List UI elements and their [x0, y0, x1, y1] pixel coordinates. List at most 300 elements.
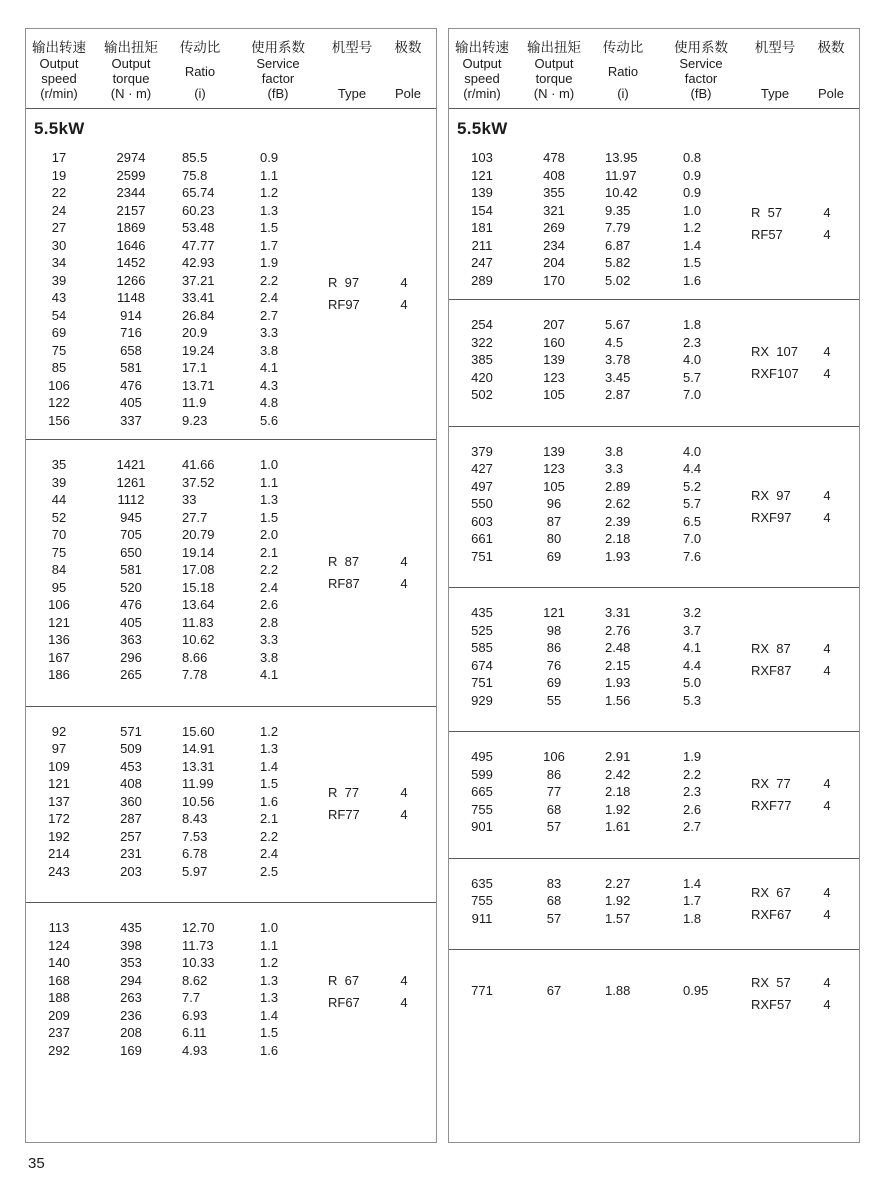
table-row [26, 202, 436, 220]
cell-ratio: 33 [182, 492, 197, 507]
header-label-cn-service-factor: 使用系数 [674, 40, 728, 55]
cell-service-factor: 4.0 [683, 443, 702, 459]
cell-ratio: 6.78 [182, 846, 208, 861]
power-heading: 5.5kW [34, 119, 85, 138]
type-label: RX 97 [751, 487, 791, 503]
cell-service-factor: 2.7 [260, 307, 279, 323]
cell-output-torque: 55 [546, 692, 562, 708]
cell-output-torque: 1266 [116, 272, 146, 288]
cell-ratio: 65.74 [182, 185, 215, 200]
cell-ratio: 20.9 [182, 325, 208, 340]
cell-output-torque: 257 [120, 828, 142, 844]
cell-output-speed: 172 [48, 811, 70, 826]
table-row [26, 723, 436, 741]
cell-service-factor: 1.8 [683, 910, 702, 926]
cell-service-factor: 1.2 [683, 220, 702, 235]
cell-output-torque: 83 [546, 875, 562, 891]
cell-ratio: 20.79 [182, 527, 215, 542]
cell-output-speed: 237 [48, 1025, 70, 1040]
header-cell-pole [801, 29, 860, 109]
cell-output-torque: 914 [120, 307, 142, 323]
type-pole-row [747, 341, 859, 363]
cell-output-speed: 901 [471, 819, 493, 834]
cell-output-torque: 68 [546, 801, 562, 817]
cell-output-torque: 96 [546, 496, 562, 511]
header-label-en-service-factor: Service factor [679, 56, 723, 86]
table-row [449, 548, 859, 566]
header-label-en-ratio: Ratio [184, 63, 216, 79]
cell-service-factor: 1.4 [683, 875, 702, 891]
cell-output-torque: 650 [120, 544, 142, 560]
table-row [449, 386, 859, 404]
cell-service-factor: 3.3 [260, 325, 279, 340]
cell-ratio: 1.88 [605, 983, 631, 999]
cell-output-torque: 86 [546, 766, 562, 782]
cell-output-speed: 106 [48, 377, 70, 393]
cell-ratio: 4.5 [605, 334, 624, 350]
row-group [449, 949, 859, 1038]
pole-value: 4 [400, 973, 408, 988]
cell-output-speed: 379 [471, 443, 493, 459]
cell-output-torque: 121 [543, 605, 565, 620]
cell-output-speed: 39 [51, 272, 67, 288]
cell-output-speed: 137 [48, 793, 70, 809]
cell-ratio: 2.15 [605, 657, 631, 673]
cell-output-speed: 52 [51, 509, 67, 525]
cell-output-torque: 2344 [116, 185, 146, 200]
pole-value: 4 [823, 509, 831, 525]
type-pole-row [747, 904, 859, 926]
cell-output-torque: 76 [546, 657, 562, 673]
cell-output-torque: 398 [120, 937, 142, 953]
header-cell-service-factor [653, 29, 749, 109]
cell-ratio: 42.93 [182, 255, 215, 270]
type-annotation [747, 485, 859, 529]
type-pole-row [324, 551, 436, 573]
cell-output-speed: 84 [51, 562, 67, 577]
table-panel-right [448, 28, 860, 1143]
type-label: R 77 [328, 785, 360, 801]
header-label-cn-ratio: 传动比 [179, 40, 221, 55]
type-label: RX 107 [751, 343, 798, 359]
cell-output-speed: 39 [51, 474, 67, 490]
cell-output-speed: 27 [51, 220, 67, 235]
pole-value: 4 [823, 906, 831, 922]
type-label: RXF87 [751, 662, 792, 678]
cell-output-torque: 408 [120, 776, 142, 791]
cell-ratio: 10.56 [182, 793, 215, 809]
cell-ratio: 47.77 [182, 237, 215, 253]
cell-ratio: 15.18 [182, 579, 215, 595]
type-label: RF67 [328, 995, 360, 1010]
cell-ratio: 1.92 [605, 801, 631, 817]
row-group [449, 149, 859, 299]
cell-output-torque: 337 [120, 412, 142, 428]
table-row [26, 491, 436, 509]
type-annotation [324, 782, 436, 826]
header-cell-output-speed [26, 29, 92, 109]
cell-output-speed: 35 [51, 457, 67, 472]
cell-service-factor: 1.9 [683, 749, 702, 764]
cell-ratio: 10.42 [605, 185, 638, 200]
table-row [26, 237, 436, 255]
header-cell-ratio [593, 29, 653, 109]
cell-service-factor: 1.2 [260, 723, 279, 739]
row-group [26, 902, 436, 1081]
table-row [449, 604, 859, 622]
cell-output-speed: 70 [51, 527, 67, 542]
cell-output-speed: 109 [48, 758, 70, 774]
header-cell-type [749, 29, 801, 109]
cell-output-speed: 124 [48, 937, 70, 953]
type-pole-row [747, 202, 859, 224]
cell-service-factor: 0.95 [683, 983, 709, 999]
cell-output-torque: 87 [546, 513, 562, 529]
type-label: RF97 [328, 297, 360, 312]
cell-service-factor: 1.4 [260, 758, 279, 774]
cell-output-torque: 353 [120, 955, 142, 970]
table-row [449, 818, 859, 836]
power-row [26, 109, 436, 149]
type-pole-row [747, 773, 859, 795]
cell-service-factor: 4.4 [683, 657, 702, 673]
cell-service-factor: 1.6 [683, 272, 702, 288]
cell-service-factor: 3.7 [683, 622, 702, 638]
cell-ratio: 6.11 [182, 1025, 207, 1040]
cell-service-factor: 3.2 [683, 605, 702, 620]
cell-ratio: 2.76 [605, 622, 631, 638]
cell-output-torque: 581 [120, 360, 142, 375]
header-cell-output-speed [449, 29, 515, 109]
cell-service-factor: 2.8 [260, 614, 279, 630]
cell-ratio: 1.61 [605, 819, 631, 834]
cell-ratio: 11.9 [182, 395, 207, 410]
cell-output-speed: 603 [471, 513, 493, 529]
cell-output-speed: 34 [51, 255, 67, 270]
header-label-cn-pole: 极数 [817, 40, 845, 55]
page-number: 35 [28, 1155, 45, 1172]
table-row [26, 614, 436, 632]
header-cell-pole [378, 29, 437, 109]
header-unit-output-torque: (N · m) [533, 86, 575, 101]
type-label: RX 67 [751, 884, 791, 900]
type-annotation [747, 202, 859, 246]
cell-output-speed: 665 [471, 784, 493, 799]
cell-output-torque: 405 [120, 395, 142, 410]
cell-output-torque: 1112 [117, 492, 145, 507]
cell-output-torque: 123 [543, 461, 565, 476]
cell-output-speed: 751 [471, 675, 493, 690]
cell-service-factor: 4.8 [260, 395, 279, 410]
cell-output-torque: 234 [543, 237, 565, 253]
cell-output-speed: 136 [48, 632, 70, 647]
cell-ratio: 6.87 [605, 237, 631, 253]
cell-ratio: 1.56 [605, 692, 631, 708]
cell-output-speed: 525 [471, 622, 493, 638]
type-pole-row [324, 294, 436, 316]
type-label: R 97 [328, 275, 360, 290]
cell-service-factor: 2.2 [260, 828, 279, 844]
pole-value: 4 [823, 487, 831, 503]
header-unit-service-factor: (fB) [267, 86, 289, 101]
cell-ratio: 13.64 [182, 597, 215, 612]
cell-service-factor: 1.5 [260, 509, 279, 525]
cell-ratio: 17.1 [182, 360, 208, 375]
cell-output-torque: 2974 [116, 150, 146, 165]
cell-service-factor: 5.7 [683, 496, 702, 511]
table-header [449, 29, 859, 109]
cell-output-speed: 121 [48, 614, 70, 630]
row-groups [449, 149, 859, 1143]
cell-output-speed: 495 [471, 749, 493, 764]
header-cell-output-torque [92, 29, 170, 109]
cell-output-torque: 77 [546, 784, 562, 799]
cell-service-factor: 1.5 [683, 255, 702, 270]
type-pole-row [324, 804, 436, 826]
cell-service-factor: 2.1 [260, 811, 279, 826]
cell-output-torque: 265 [120, 667, 142, 682]
cell-service-factor: 1.5 [260, 776, 279, 791]
cell-output-torque: 716 [120, 325, 142, 340]
cell-service-factor: 1.7 [683, 893, 702, 908]
cell-service-factor: 1.5 [260, 1025, 279, 1040]
cell-output-torque: 1148 [117, 290, 145, 305]
cell-ratio: 17.08 [182, 562, 215, 577]
cell-output-speed: 322 [471, 334, 493, 350]
cell-service-factor: 6.5 [683, 513, 702, 529]
table-row [26, 919, 436, 937]
type-pole-row [747, 972, 859, 994]
type-label: RXF107 [751, 365, 799, 381]
cell-output-torque: 231 [120, 846, 142, 861]
cell-ratio: 7.79 [605, 220, 631, 235]
cell-service-factor: 2.7 [683, 819, 702, 834]
type-label: R 87 [328, 553, 360, 569]
type-label: RF57 [751, 227, 783, 242]
cell-ratio: 5.82 [605, 255, 631, 270]
cell-ratio: 3.78 [605, 352, 631, 367]
cell-ratio: 19.24 [182, 342, 215, 358]
type-label: RX 87 [751, 640, 791, 656]
cell-output-speed: 156 [48, 412, 70, 428]
cell-service-factor: 2.0 [260, 527, 279, 542]
cell-service-factor: 2.6 [260, 597, 279, 612]
header-cell-ratio [170, 29, 230, 109]
cell-output-torque: 453 [120, 758, 142, 774]
pole-value: 4 [823, 640, 831, 656]
cell-output-torque: 123 [543, 369, 565, 385]
header-unit-service-factor: (fB) [690, 86, 712, 101]
cell-ratio: 2.39 [605, 513, 631, 529]
header-cell-service-factor [230, 29, 326, 109]
type-label: RF87 [328, 575, 360, 591]
cell-ratio: 8.43 [182, 811, 208, 826]
cell-ratio: 3.31 [605, 605, 631, 620]
cell-service-factor: 3.8 [260, 649, 279, 665]
cell-output-speed: 106 [48, 597, 70, 612]
cell-output-speed: 92 [51, 723, 67, 739]
cell-output-torque: 360 [120, 793, 142, 809]
cell-service-factor: 1.3 [260, 972, 279, 988]
cell-service-factor: 5.6 [260, 412, 279, 428]
table-row [26, 412, 436, 430]
pole-value: 4 [823, 775, 831, 791]
cell-output-torque: 294 [120, 972, 142, 988]
cell-output-torque: 68 [546, 893, 562, 908]
cell-output-torque: 296 [120, 649, 142, 665]
table-row [449, 530, 859, 548]
table-row [26, 377, 436, 395]
cell-ratio: 2.48 [605, 640, 631, 655]
table-row [26, 167, 436, 185]
cell-output-speed: 30 [51, 237, 67, 253]
cell-service-factor: 2.4 [260, 846, 279, 861]
table-row [26, 394, 436, 412]
cell-output-speed: 188 [48, 990, 70, 1005]
header-label-cn-pole: 极数 [394, 40, 422, 55]
header-label-en-output-speed: Output speed [462, 56, 502, 86]
cell-ratio: 10.33 [182, 955, 215, 970]
header-unit-ratio: (i) [617, 86, 629, 101]
cell-output-speed: 140 [48, 955, 70, 970]
cell-service-factor: 1.0 [260, 920, 279, 935]
row-group [26, 706, 436, 903]
cell-output-torque: 658 [120, 342, 142, 358]
cell-output-speed: 214 [48, 846, 70, 861]
cell-ratio: 41.66 [182, 457, 215, 472]
cell-service-factor: 2.4 [260, 579, 279, 595]
cell-output-speed: 75 [51, 544, 67, 560]
cell-service-factor: 0.8 [683, 150, 702, 165]
cell-output-speed: 550 [471, 496, 493, 511]
cell-ratio: 8.66 [182, 649, 208, 665]
cell-output-torque: 581 [120, 562, 142, 577]
row-group [26, 439, 436, 706]
type-pole-row [747, 507, 859, 529]
type-label: R 57 [751, 205, 783, 220]
cell-ratio: 5.02 [605, 272, 631, 288]
cell-output-torque: 1646 [116, 237, 146, 253]
cell-output-torque: 69 [546, 548, 562, 564]
cell-ratio: 1.92 [605, 893, 631, 908]
cell-ratio: 33.41 [182, 290, 215, 305]
cell-ratio: 11.73 [182, 937, 214, 953]
cell-output-torque: 80 [546, 531, 562, 546]
cell-ratio: 3.3 [605, 461, 624, 476]
table-row [449, 443, 859, 461]
cell-output-speed: 54 [51, 307, 67, 323]
cell-output-torque: 69 [546, 675, 562, 690]
pole-value: 4 [400, 807, 408, 823]
cell-output-torque: 263 [120, 990, 142, 1005]
table-row [449, 254, 859, 272]
row-groups [26, 149, 436, 1143]
cell-output-torque: 105 [543, 387, 565, 402]
pole-value: 4 [400, 297, 408, 312]
cell-output-torque: 355 [543, 185, 565, 200]
table-row [449, 316, 859, 334]
table-row [26, 526, 436, 544]
pole-value: 4 [400, 785, 408, 801]
cell-service-factor: 2.2 [683, 766, 702, 782]
cell-output-torque: 236 [120, 1007, 142, 1023]
cell-service-factor: 4.1 [260, 360, 279, 375]
cell-output-torque: 1452 [116, 255, 146, 270]
cell-service-factor: 2.1 [260, 544, 279, 560]
cell-ratio: 1.57 [605, 910, 631, 926]
header-label-cn-type: 机型号 [754, 40, 796, 55]
cell-output-torque: 2599 [116, 167, 146, 183]
cell-ratio: 5.97 [182, 863, 208, 879]
table-row [26, 631, 436, 649]
cell-ratio: 13.31 [182, 758, 215, 774]
cell-output-speed: 427 [471, 461, 493, 476]
cell-ratio: 12.70 [182, 920, 215, 935]
cell-output-speed: 167 [48, 649, 70, 665]
cell-output-torque: 269 [543, 220, 565, 235]
type-pole-row [747, 660, 859, 682]
cell-service-factor: 1.6 [260, 793, 279, 809]
cell-output-speed: 254 [471, 317, 493, 332]
type-pole-row [747, 882, 859, 904]
type-label: RF77 [328, 807, 360, 823]
cell-ratio: 2.87 [605, 387, 631, 402]
cell-service-factor: 2.2 [260, 272, 279, 288]
cell-output-speed: 209 [48, 1007, 70, 1023]
cell-output-speed: 168 [48, 972, 70, 988]
type-pole-row [747, 994, 859, 1016]
type-annotation [324, 272, 436, 316]
type-annotation [747, 638, 859, 682]
cell-output-speed: 420 [471, 369, 493, 385]
cell-output-speed: 292 [48, 1042, 70, 1058]
cell-output-speed: 85 [51, 360, 67, 375]
cell-service-factor: 1.1 [260, 474, 279, 490]
cell-service-factor: 1.4 [260, 1007, 279, 1023]
cell-ratio: 9.23 [182, 412, 208, 428]
cell-service-factor: 2.6 [683, 801, 702, 817]
cell-ratio: 60.23 [182, 202, 215, 218]
cell-ratio: 14.91 [182, 741, 215, 756]
type-pole-row [747, 638, 859, 660]
cell-service-factor: 1.6 [260, 1042, 279, 1058]
cell-service-factor: 1.7 [260, 237, 279, 253]
cell-service-factor: 1.0 [260, 457, 279, 472]
type-label: RXF97 [751, 509, 792, 525]
cell-output-speed: 289 [471, 272, 493, 288]
cell-ratio: 9.35 [605, 202, 631, 218]
cell-output-torque: 408 [543, 167, 565, 183]
cell-output-torque: 321 [543, 202, 565, 218]
pole-value: 4 [400, 575, 408, 591]
header-label-en-service-factor: Service factor [256, 56, 300, 86]
table-row [26, 1042, 436, 1060]
cell-output-torque: 208 [120, 1025, 142, 1040]
cell-service-factor: 7.6 [683, 548, 702, 564]
cell-output-speed: 121 [48, 776, 70, 791]
cell-ratio: 85.5 [182, 150, 208, 165]
cell-output-speed: 247 [471, 255, 493, 270]
cell-service-factor: 1.4 [683, 237, 702, 253]
pole-value: 4 [823, 227, 831, 242]
type-annotation [747, 882, 859, 926]
table-row [26, 666, 436, 684]
cell-ratio: 27.7 [182, 509, 208, 525]
cell-output-speed: 497 [471, 478, 493, 494]
pole-value: 4 [823, 884, 831, 900]
type-annotation [747, 773, 859, 817]
cell-service-factor: 4.0 [683, 352, 702, 367]
